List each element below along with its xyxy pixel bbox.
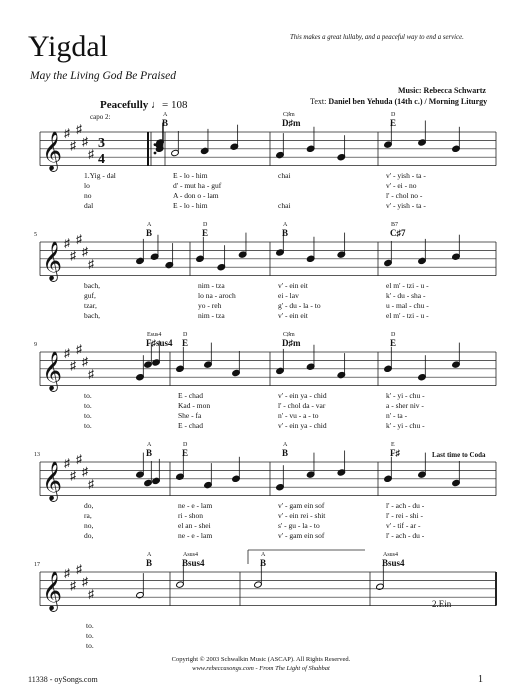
text-label: Text: — [310, 97, 327, 106]
lyric-syllables: tzar, — [84, 301, 97, 310]
guitar-chord-symbol: D — [203, 222, 208, 228]
treble-clef-icon: 𝄞 — [42, 463, 63, 501]
chord-symbol: B — [282, 448, 289, 458]
sharp-icon: ♯ — [82, 574, 88, 589]
chord-symbol: E — [390, 338, 397, 348]
lyric-syllables: She - fa — [178, 411, 202, 420]
sharp-icon: ♯ — [76, 231, 82, 246]
sharp-icon: ♯ — [82, 134, 88, 149]
lyric-syllables: dal — [84, 201, 94, 210]
staff-system — [34, 331, 496, 430]
chord-symbol: F♯sus4 — [146, 338, 173, 348]
sharp-icon: ♯ — [64, 566, 70, 580]
guitar-chord-symbol: A — [283, 222, 288, 228]
chord-symbol: E — [202, 228, 209, 238]
staff-system — [34, 550, 496, 650]
lyric-syllables: v' - yish - ta - — [386, 171, 426, 180]
sharp-icon: ♯ — [76, 341, 82, 356]
chord-symbol: E — [390, 118, 397, 128]
guitar-chord-symbol: A — [163, 112, 168, 118]
lyric-syllables: k' - du - sha - — [386, 291, 426, 300]
lyric-syllables: chai — [278, 201, 291, 210]
chord-symbol: B — [146, 558, 153, 568]
lyric-syllables: el m' - tzi - u - — [386, 281, 429, 290]
time-signature-top: 3 — [98, 136, 105, 151]
chord-symbol: B — [162, 118, 169, 128]
guitar-chord-symbol: B7 — [391, 222, 399, 228]
lyric-syllables: l' - chol no - — [386, 191, 423, 200]
lyric-syllables: k' - yi - chu - — [386, 391, 425, 400]
capo-marking: capo 2: — [90, 113, 111, 121]
lyric-syllables: n' - ta - — [386, 411, 408, 420]
lyric-syllables: n' - vu - a - to — [278, 411, 319, 420]
lyric-syllables: v' - ein ya - chid — [278, 421, 327, 430]
sharp-icon: ♯ — [88, 477, 94, 491]
sharp-icon: ♯ — [64, 346, 70, 360]
lyric-syllables: to. — [86, 631, 94, 640]
lyric-syllables: v' - ein ya - chid — [278, 391, 327, 400]
treble-clef-icon: 𝄞 — [42, 133, 63, 171]
lyric-syllables: nim - tza — [198, 281, 225, 290]
copyright-line: Copyright © 2003 Schwalkin Music (ASCAP). All Rights Reserved. — [171, 656, 351, 663]
guitar-chord-symbol: Asus4 — [183, 552, 199, 558]
guitar-chord-symbol: D — [183, 442, 188, 448]
measure-number: 9 — [34, 342, 37, 348]
lyric-syllables: E - chad — [178, 391, 203, 400]
lyric-syllables: g' - du - la - to — [278, 301, 321, 310]
tempo-bpm: = 108 — [162, 99, 188, 111]
treble-clef-icon: 𝄞 — [42, 243, 63, 281]
chord-symbol: D♯m — [282, 118, 301, 128]
sharp-icon: ♯ — [76, 121, 82, 136]
sharp-icon: ♯ — [70, 578, 76, 593]
lyric-syllables: to. — [86, 641, 94, 650]
lyric-syllables: lo na - aroch — [198, 291, 236, 300]
chord-symbol: F♯ — [390, 448, 400, 458]
staff-system — [40, 111, 496, 210]
lyric-syllables: bach, — [84, 281, 101, 290]
chord-symbol: B — [146, 228, 153, 238]
lyric-syllables: s' - gu - la - to — [278, 521, 320, 530]
chord-symbol: B — [260, 558, 267, 568]
website-line: www.rebeccasongs.com - From The Light of Shabbat — [192, 665, 330, 672]
measure-number: 13 — [34, 452, 40, 458]
lyric-syllables: to. — [86, 621, 94, 630]
lyric-syllables: v' - ein eit — [278, 281, 308, 290]
lyric-syllables: to. — [84, 391, 92, 400]
lyric-syllables: guf, — [84, 291, 96, 300]
guitar-chord-symbol: C♯m — [283, 332, 295, 338]
guitar-chord-symbol: D — [183, 332, 188, 338]
sharp-icon: ♯ — [88, 257, 94, 271]
sharp-icon: ♯ — [88, 367, 94, 381]
staff-system — [34, 222, 496, 320]
lyric-syllables: v' - yish - ta - — [386, 201, 426, 210]
lyric-syllables: ne - e - lam — [178, 531, 213, 540]
sharp-icon: ♯ — [88, 587, 94, 601]
staff-system — [34, 442, 496, 540]
lyric-syllables: do, — [84, 531, 94, 540]
sharp-icon: ♯ — [76, 451, 82, 466]
repeat-dot — [154, 152, 157, 155]
sharp-icon: ♯ — [70, 358, 76, 373]
guitar-chord-symbol: A — [283, 442, 288, 448]
chord-symbol: E — [182, 448, 189, 458]
guitar-chord-symbol: C♯m — [283, 112, 295, 118]
lyric-syllables: d' - mut ha - guf — [173, 181, 222, 190]
lyric-syllables: a - sher niv - — [386, 401, 424, 410]
lyric-syllables: v' - ei - no — [386, 181, 417, 190]
lyric-syllables: nim - tza — [198, 311, 225, 320]
lyric-syllables: v' - ein rei - shit — [278, 511, 326, 520]
lyric-syllables: l' - rei - shi - — [386, 511, 423, 520]
lyric-syllables: do, — [84, 501, 94, 510]
time-signature-bottom: 4 — [98, 152, 105, 167]
treble-clef-icon: 𝄞 — [42, 353, 63, 391]
lyric-syllables: to. — [84, 401, 92, 410]
guitar-chord-symbol: A — [261, 552, 266, 558]
lyric-syllables: ra, — [84, 511, 92, 520]
lyric-syllables: Kad - mon — [178, 401, 211, 410]
catalog-code: 11338 - oySongs.com — [28, 675, 98, 684]
chord-symbol: Bsus4 — [382, 558, 405, 568]
lyric-syllables: no — [84, 191, 92, 200]
guitar-chord-symbol: A — [147, 442, 152, 448]
lyric-syllables: bach, — [84, 311, 101, 320]
guitar-chord-symbol: D — [391, 112, 396, 118]
lyric-syllables: E - lo - him — [173, 201, 208, 210]
sharp-icon: ♯ — [70, 248, 76, 263]
page-title: Yigdal — [28, 30, 108, 63]
treble-clef-icon: 𝄞 — [42, 573, 63, 611]
lyric-syllables: E - chad — [178, 421, 203, 430]
page-number: 1 — [478, 674, 483, 685]
lyric-syllables: to. — [84, 421, 92, 430]
lyric-syllables: 1.Yig - dal — [84, 171, 116, 180]
lyric-syllables: v' - tif - ar - — [386, 521, 421, 530]
text-author: Daniel ben Yehuda (14th c.) / Morning Liturgy — [328, 97, 488, 106]
guitar-chord-symbol: A — [147, 222, 152, 228]
sharp-icon: ♯ — [82, 354, 88, 369]
lyric-syllables: l' - ach - du - — [386, 531, 425, 540]
coda-cue: Last time to Coda — [432, 451, 486, 459]
lyric-syllables: A - don o - lam — [173, 191, 219, 200]
guitar-chord-symbol: D — [391, 332, 396, 338]
lyric-syllables: el an - shei — [178, 521, 211, 530]
chord-symbol: B — [282, 228, 289, 238]
lyric-syllables: v' - gam ein sof — [278, 531, 325, 540]
tempo-word: Peacefully — [100, 99, 149, 111]
guitar-chord-symbol: Esus4 — [147, 332, 162, 338]
lyric-syllables: l' - ach - du - — [386, 501, 425, 510]
guitar-chord-symbol: E — [391, 442, 395, 448]
chord-symbol: E — [182, 338, 189, 348]
chord-symbol: Bsus4 — [182, 558, 205, 568]
sharp-icon: ♯ — [82, 464, 88, 479]
lyric-syllables: v' - ein eit — [278, 311, 308, 320]
sharp-icon: ♯ — [76, 561, 82, 576]
lyric-syllables: k' - yi - chu - — [386, 421, 425, 430]
measure-number: 17 — [34, 562, 40, 568]
lyric-syllables: u - mal - chu - — [386, 301, 429, 310]
quarter-note-icon: ♩ — [151, 99, 163, 111]
lyric-syllables: ri - shon — [178, 511, 203, 520]
lyric-syllables: to. — [84, 411, 92, 420]
lyric-syllables: lo — [84, 181, 90, 190]
music-credit: Music: Rebecca Schwartz — [398, 86, 486, 95]
sharp-icon: ♯ — [82, 244, 88, 259]
lyric-syllables: ei - lav — [278, 291, 299, 300]
measure-number: 5 — [34, 232, 37, 238]
chord-symbol: B — [146, 448, 153, 458]
song-subtitle: May the Living God Be Praised — [30, 70, 176, 82]
chord-symbol: C♯7 — [390, 228, 406, 238]
lyric-syllables: v' - gam ein sof — [278, 501, 325, 510]
guitar-chord-symbol: A — [147, 552, 152, 558]
sharp-icon: ♯ — [64, 456, 70, 470]
sharp-icon: ♯ — [64, 126, 70, 140]
performance-note: This makes a great lullaby, and a peaceful way to end a service. — [290, 34, 464, 41]
lyric-syllables: chai — [278, 171, 291, 180]
lyric-syllables: l' - chol da - var — [278, 401, 326, 410]
lyric-syllables: E - lo - him — [173, 171, 208, 180]
sharp-icon: ♯ — [88, 147, 94, 161]
lyric-syllables: no, — [84, 521, 94, 530]
sharp-icon: ♯ — [70, 468, 76, 483]
lyric-syllables: yo - reh — [198, 301, 222, 310]
guitar-chord-symbol: Asus4 — [383, 552, 399, 558]
sharp-icon: ♯ — [70, 138, 76, 153]
second-ending-label: 2.Ein — [432, 599, 452, 609]
lyric-syllables: el m' - tzi - u - — [386, 311, 429, 320]
chord-symbol: D♯m — [282, 338, 301, 348]
lyric-syllables: ne - e - lam — [178, 501, 213, 510]
sharp-icon: ♯ — [64, 236, 70, 250]
